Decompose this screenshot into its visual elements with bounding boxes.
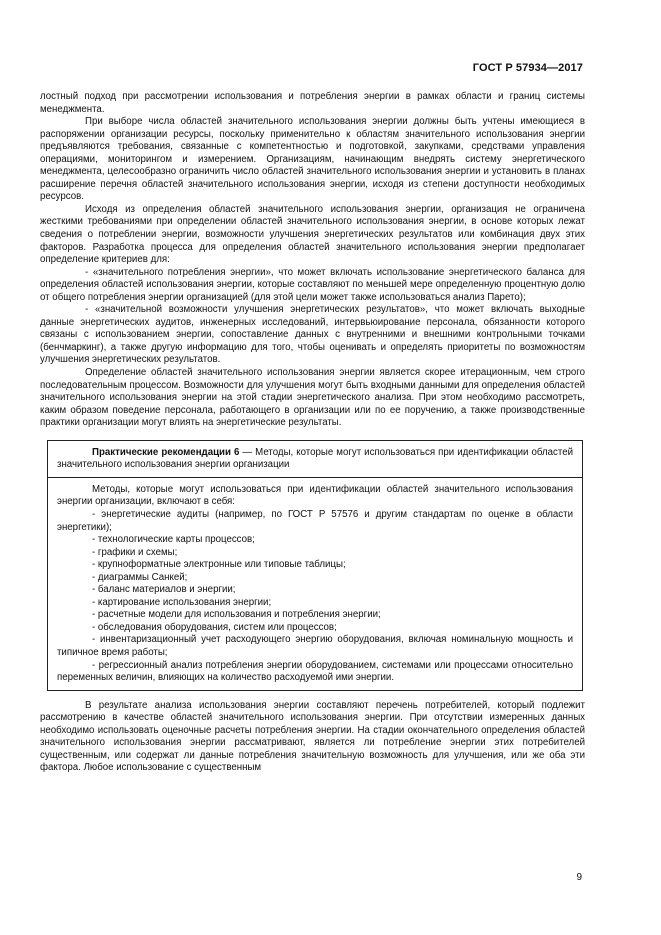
list-paragraph: - «значительного потребления энергии», что может включать использование энергетического баланса для определения областей использования энергии, которые составляют по меньшей мере определенную процентную долю от общего потребления энергии организацией (для этой цели может также использоваться анализ Парето);: [40, 266, 585, 303]
list-item: - баланс материалов и энергии;: [92, 584, 236, 596]
paragraph: лостный подход при рассмотрении использования и потребления энергии в рамках области и границ системы менеджмента.: [40, 91, 585, 115]
list-paragraph: - «значительной возможности улучшения энергетических результатов», что может включать выходные данные энергетических аудитов, инженерных исследований, интервьюирование персонала, обязанности которого связаны с использованием энергии, сопоставление данных с внутренними и внешними контрольными точками (бенчмаркинг), а также другую информацию для того, чтобы оценивать и определять приоритеты по возможностям улучшения энергетических результатов.: [40, 304, 585, 366]
paragraph: При выборе числа областей значительного использования энергии должны быть учтены имеющиеся в распоряжении организации ресурсы, поскольку применительно к областям значительного использования энергии предъявляются требования, связанные с компетентностью и подготовкой, закупками, средствами управления операциями, мониторингом и измерением. Организациям, начинающим внедрять систему энергетического менеджмента, целесообразно ограничить число областей значительного использования энергии и установить в планах расширение перечня областей значительного использования энергии, исходя из степени доступности необходимых ресурсов.: [40, 116, 585, 203]
practical-recommendations-box: [47, 440, 583, 691]
list-item: - энергетические аудиты (например, по ГОСТ Р 57576 и другим стандартам по оценке в области энергетики);: [57, 508, 573, 533]
list-item: - инвентаризационный учет расходующего энергию оборудования, включая номинальную мощность и типичное время работы;: [57, 634, 573, 658]
list-item: - обследования оборудования, систем или процессов;: [92, 621, 337, 633]
page-content: [40, 91, 585, 775]
box-body: [48, 478, 582, 690]
document-header: ГОСТ Р 57934—2017: [472, 62, 583, 74]
list-item: - графики и схемы;: [92, 546, 178, 558]
paragraph: Исходя из определения областей значительного использования энергии, организация не ограничена жесткими требованиями при определении областей значительного использования энергии, в основе которых лежат сведения о потреблении энергии, возможности улучшения энергетических результатов или комбинация двух этих факторов. Разработка процесса для определения областей значительного использования энергии предполагает определение критериев для:: [40, 203, 585, 266]
list-item: - картирование использования энергии;: [92, 596, 272, 608]
box-title: [48, 441, 582, 478]
list-item: - расчетные модели для использования и потребления энергии;: [92, 609, 381, 621]
list-item: - крупноформатные электронные или типовые таблицы;: [92, 559, 346, 571]
paragraph: В результате анализа использования энергии составляют перечень потребителей, который подлежит рассмотрению в качестве областей значительного использования энергии. При отсутствии измеренных данных необходимо использовать оценочные расчеты потребления энергии. На стадии окончательного определения областей значительного использования энергии рассматривают, является ли потребление энергии этих потребителей существенным, или содержат ли данные потребления значительную возможность для улучшения, или же оба эти фактора. Любое использование с существенным: [40, 699, 585, 774]
list-item: - регрессионный анализ потребления энергии оборудованием, системами или процессами относительно переменных величин, влияющих на количество расходуемой ими энергии.: [57, 659, 573, 684]
box-title-text: — Методы, которые могут использоваться при идентификации областей значительного использования энергии организации: [57, 446, 573, 471]
page-number: 9: [576, 872, 582, 883]
list-item: - диаграммы Санкей;: [92, 571, 188, 583]
paragraph: Определение областей значительного использования энергии является скорее итерационным, чем строго последовательным процессом. Возможности для улучшения могут быть входными данными для определения областей значительного использования энергии на этой стадии энергетического анализа. При этом необходимо рассмотреть, каким образом поведение персонала, работающего в организации или по ее поручению, а также производственные практики организации могут влиять на энергетические результаты.: [40, 367, 585, 429]
box-intro: Методы, которые могут использоваться при идентификации областей значительного использования энергии организации, включают в себя:: [57, 483, 573, 508]
box-title-bold: Практические рекомендации 6: [92, 446, 240, 458]
list-item: - технологические карты процессов;: [92, 534, 255, 546]
